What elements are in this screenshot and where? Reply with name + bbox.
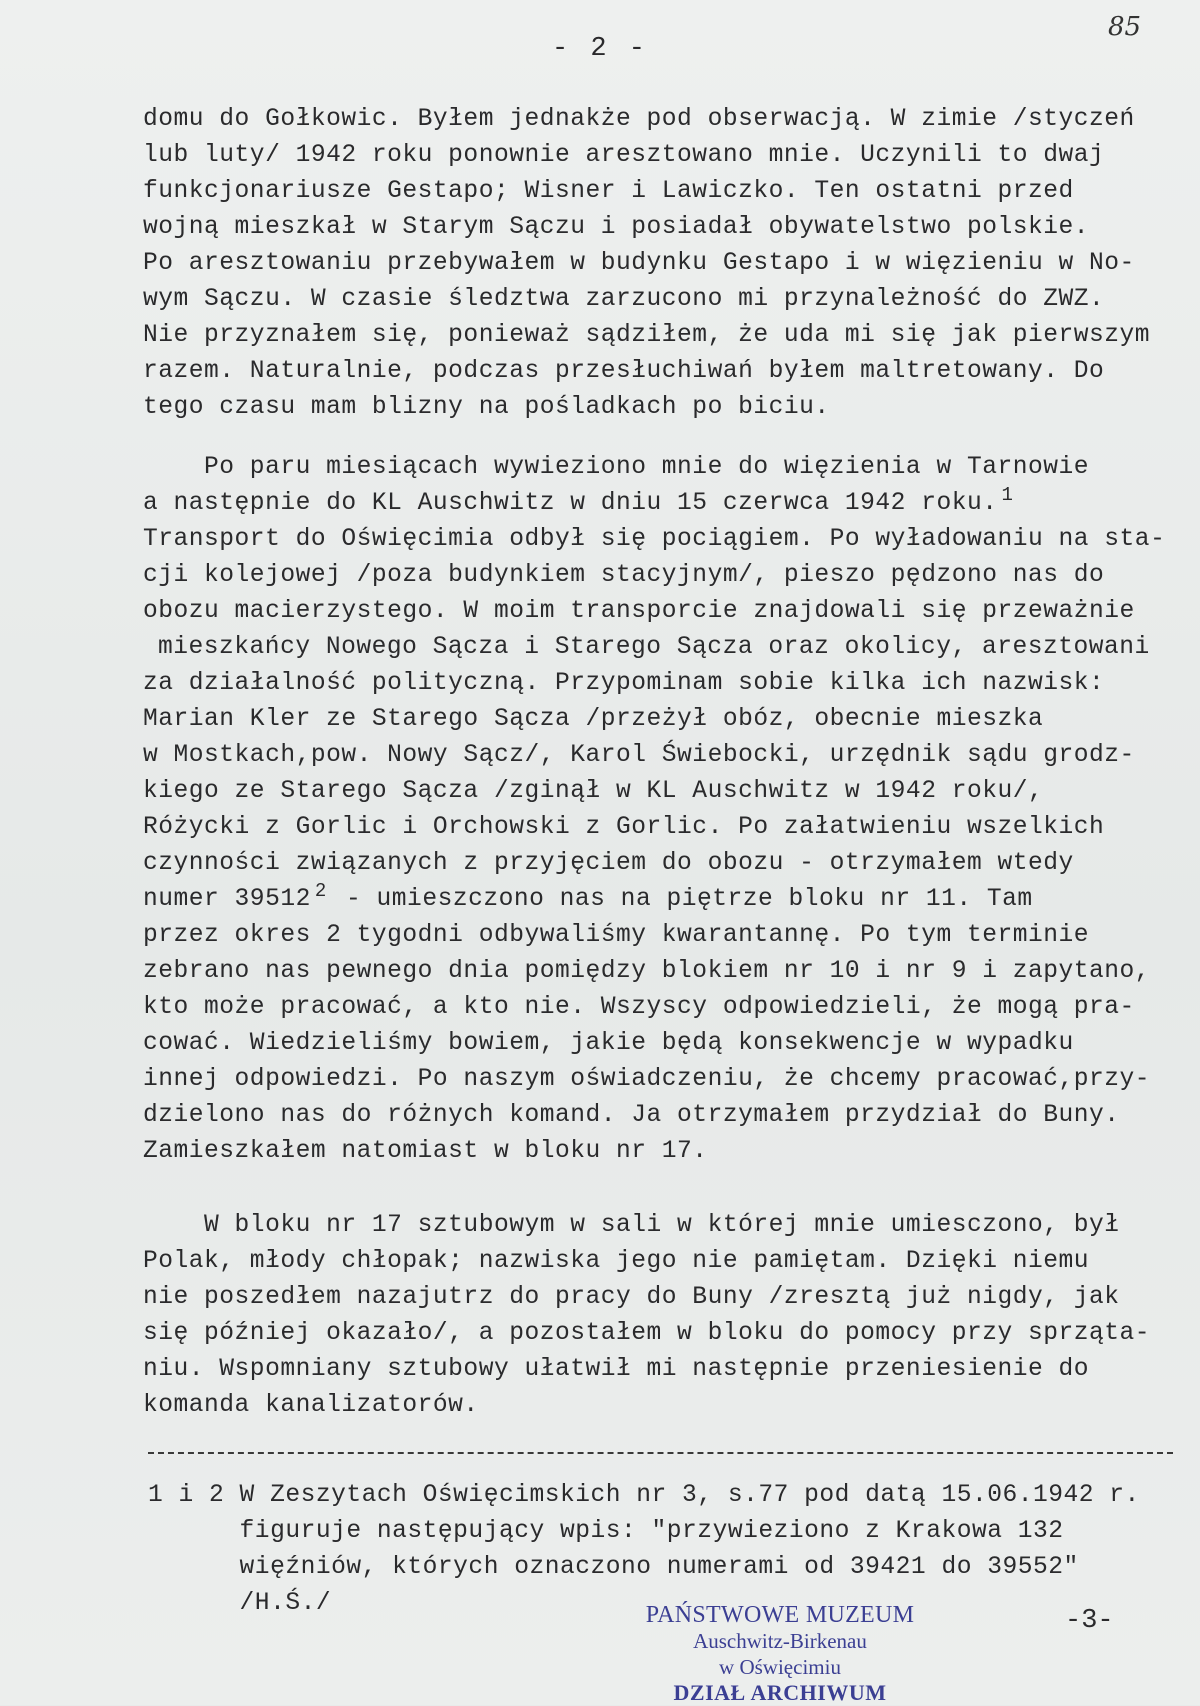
text-line-content: - umieszczono nas na piętrze bloku nr 11. Tam xyxy=(330,886,1033,913)
text-line: W bloku nr 17 sztubowym w sali w której mnie umiesczono, był xyxy=(143,1212,1120,1239)
text-line: kto może pracować, a kto nie. Wszyscy odpowiedzieli, że mogą pra- xyxy=(143,994,1135,1021)
footnote-line: figuruje następujący wpis: "przywieziono z Krakowa 132 xyxy=(148,1518,1064,1545)
text-line xyxy=(143,882,1033,918)
text-line: przez okres 2 tygodni odbywaliśmy kwarantannę. Po tym terminie xyxy=(143,922,1090,949)
stamp-line: w Oświęcimiu xyxy=(719,1655,841,1679)
archive-stamp xyxy=(620,1602,940,1706)
text-line: Polak, młody chłopak; nazwiska jego nie pamiętam. Dzięki niemu xyxy=(143,1248,1090,1275)
text-line: cji kolejowej /poza budynkiem stacyjnym/, pieszo pędzono nas do xyxy=(143,562,1105,589)
text-line: mieszkańcy Nowego Sącza i Starego Sącza oraz okolicy, aresztowani xyxy=(158,634,1150,661)
text-line xyxy=(143,486,1017,522)
text-line-content: a następnie do KL Auschwitz w dniu 15 czerwca 1942 roku. xyxy=(143,490,998,517)
text-line: obozu macierzystego. W moim transporcie znajdowali się przeważnie xyxy=(143,598,1135,625)
text-line: innej odpowiedzi. Po naszym oświadczeniu, że chcemy pracować,przy- xyxy=(143,1066,1151,1093)
text-line: Nie przyznałem się, ponieważ sądziłem, że uda mi się jak pierwszym xyxy=(143,322,1151,349)
text-line: domu do Gołkowic. Byłem jednakże pod obserwacją. W zimie /styczeń xyxy=(143,106,1135,133)
text-line: dzielono nas do różnych komand. Ja otrzymałem przydział do Buny. xyxy=(143,1102,1120,1129)
text-line: nie poszedłem nazajutrz do pracy do Buny /zresztą już nigdy, jak xyxy=(143,1284,1120,1311)
text-line: Różycki z Gorlic i Orchowski z Gorlic. Po załatwieniu wszelkich xyxy=(143,814,1105,841)
text-line: się później okazało/, a pozostałem w bloku do pomocy przy sprząta- xyxy=(143,1320,1151,1347)
text-line: tego czasu mam blizny na pośladkach po biciu. xyxy=(143,394,830,421)
text-line: lub luty/ 1942 roku ponownie aresztowano mnie. Uczynili to dwaj xyxy=(143,142,1105,169)
footnote-mark-2: 2 xyxy=(314,880,327,902)
footnote-line: 1 i 2 W Zeszytach Oświęcimskich nr 3, s.77 pod datą 15.06.1942 r. xyxy=(148,1482,1140,1509)
text-line: Transport do Oświęcimia odbył się pociągiem. Po wyładowaniu na sta- xyxy=(143,526,1166,553)
footnote-line: więźniów, których oznaczono numerami od 39421 do 39552" xyxy=(148,1554,1079,1581)
text-line: funkcjonariusze Gestapo; Wisner i Lawiczko. Ten ostatni przed xyxy=(143,178,1074,205)
text-line: komanda kanalizatorów. xyxy=(143,1392,479,1419)
text-line: w Mostkach,pow. Nowy Sącz/, Karol Świebocki, urzędnik sądu grodz- xyxy=(143,742,1135,769)
stamp-line: PAŃSTWOWE MUZEUM xyxy=(645,1602,915,1628)
text-line-content: numer 39512 xyxy=(143,886,311,913)
footnote-line: /H.Ś./ xyxy=(148,1590,332,1617)
text-line: razem. Naturalnie, podczas przesłuchiwań byłem maltretowany. Do xyxy=(143,358,1105,385)
text-line: czynności związanych z przyjęciem do obozu - otrzymałem wtedy xyxy=(143,850,1074,877)
text-line: kiego ze Starego Sącza /zginął w KL Auschwitz w 1942 roku/, xyxy=(143,778,1044,805)
stamp-line: DZIAŁ ARCHIWUM xyxy=(673,1680,887,1705)
text-line: cować. Wiedzieliśmy bowiem, jakie będą konsekwencje w wypadku xyxy=(143,1030,1074,1057)
stamp-line: Auschwitz-Birkenau xyxy=(693,1629,867,1653)
text-line: wym Sączu. W czasie śledztwa zarzucono mi przynależność do ZWZ. xyxy=(143,286,1105,313)
text-line: Zamieszkałem natomiast w bloku nr 17. xyxy=(143,1138,708,1165)
text-line: wojną mieszkał w Starym Sączu i posiadał obywatelstwo polskie. xyxy=(143,214,1090,241)
archive-page-number: 85 xyxy=(1108,12,1142,42)
footnote-separator xyxy=(148,1452,1173,1454)
page-number: - 2 - xyxy=(551,34,648,64)
footnote-mark-1: 1 xyxy=(1001,484,1014,506)
text-line: zebrano nas pewnego dnia pomiędzy blokiem nr 10 i nr 9 i zapytano, xyxy=(143,958,1151,985)
next-page-marker: -3- xyxy=(1065,1606,1114,1636)
text-line: Po aresztowaniu przebywałem w budynku Gestapo i w więzieniu w No- xyxy=(143,250,1135,277)
text-line: Po paru miesiącach wywieziono mnie do więzienia w Tarnowie xyxy=(143,454,1090,481)
text-line: za działalność polityczną. Przypominam sobie kilka ich nazwisk: xyxy=(143,670,1105,697)
text-line: Marian Kler ze Starego Sącza /przeżył obóz, obecnie mieszka xyxy=(143,706,1044,733)
text-line: niu. Wspomniany sztubowy ułatwił mi następnie przeniesienie do xyxy=(143,1356,1090,1383)
